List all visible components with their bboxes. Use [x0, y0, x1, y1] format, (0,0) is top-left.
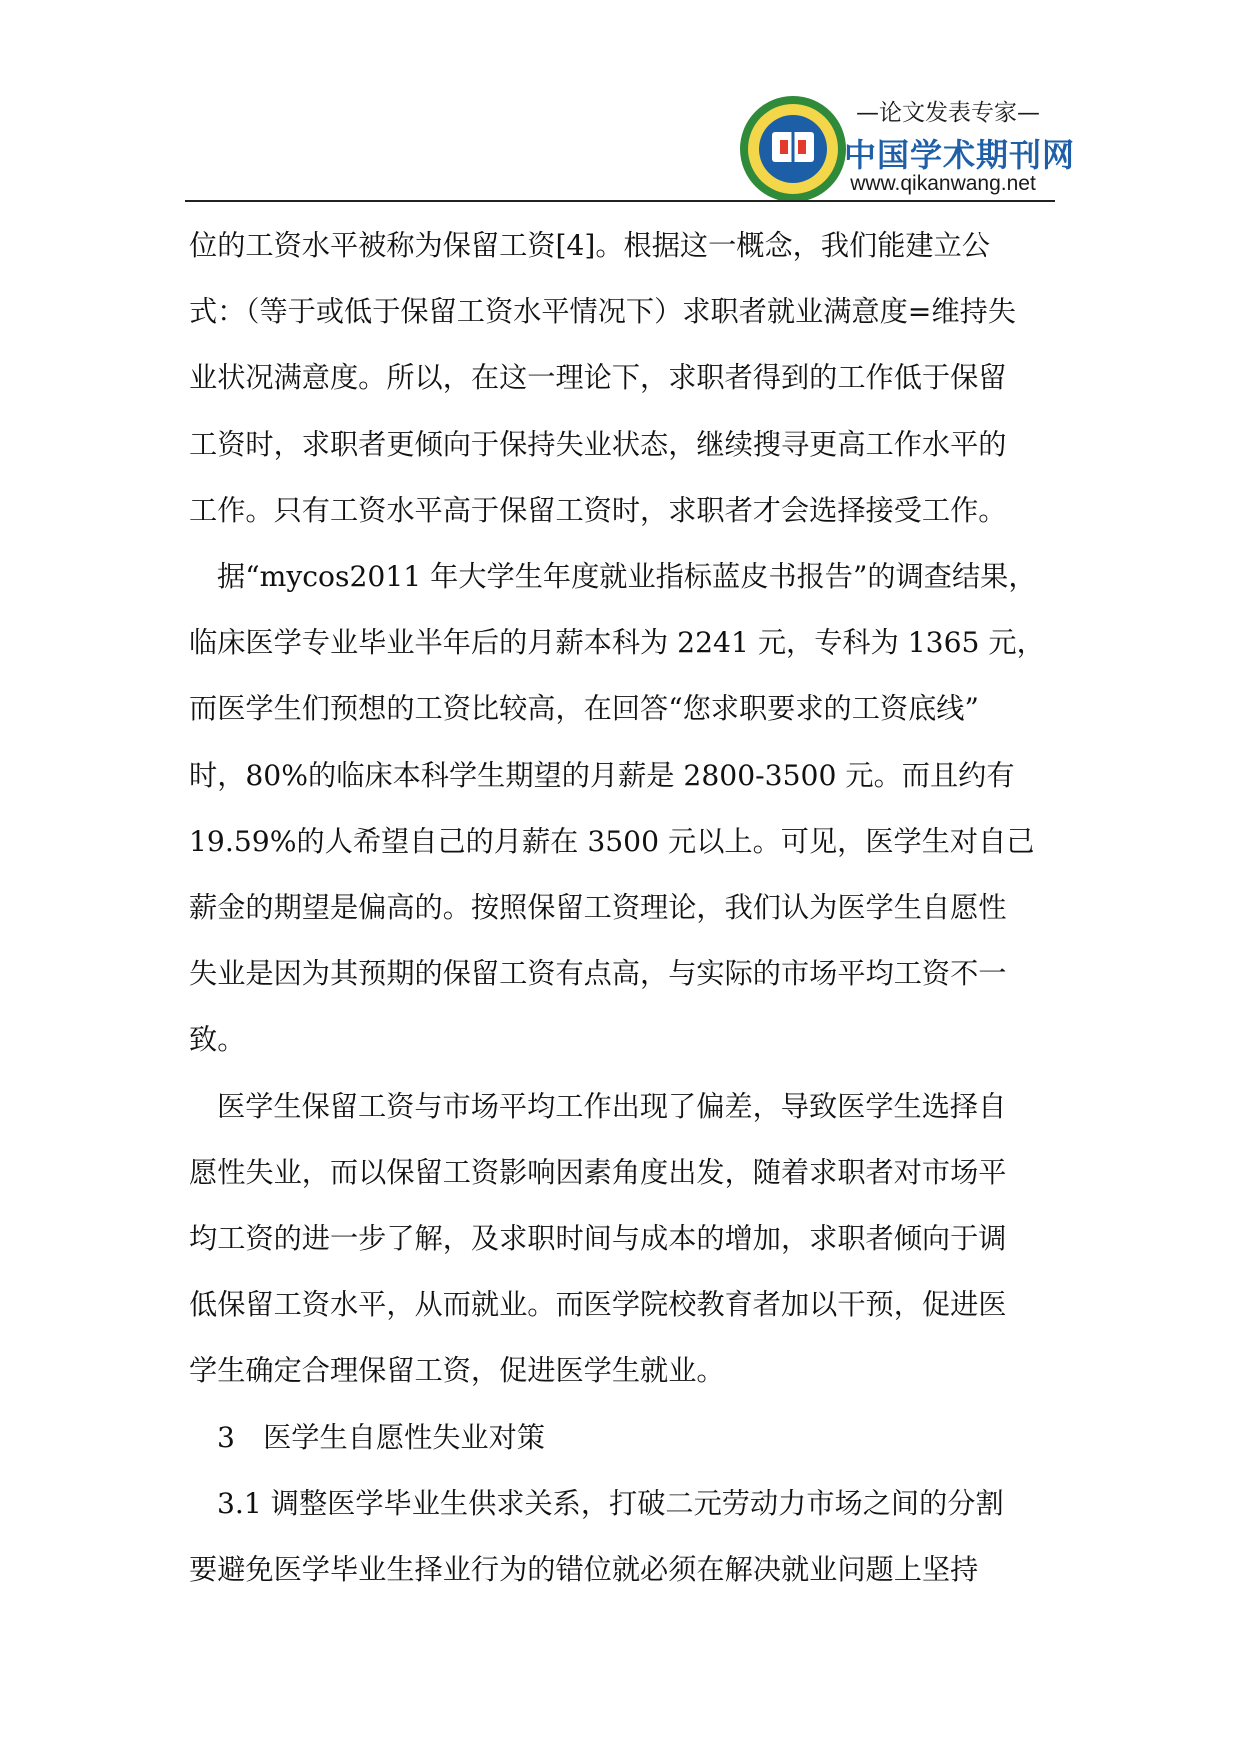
seal-logo-icon	[738, 94, 848, 204]
logo-slogan: —论文发表专家—	[856, 100, 1040, 126]
text-line: 要避免医学毕业生择业行为的错位就必须在解决就业问题上坚持	[189, 1553, 979, 1587]
text-line: 业状况满意度。所以，在这一理论下，求职者得到的工作低于保留	[189, 361, 1007, 395]
text-line: 工作。只有工资水平高于保留工资时，求职者才会选择接受工作。	[189, 493, 1007, 527]
text-line: 位的工资水平被称为保留工资[4]。根据这一概念，我们能建立公	[189, 229, 990, 262]
header-logo	[738, 88, 1076, 200]
section-heading: 3 医学生自愿性失业对策	[217, 1420, 545, 1454]
logo-title: 中国学术期刊网	[844, 136, 1076, 174]
header-rule	[185, 200, 1055, 202]
text-line: 时，80%的临床本科学生期望的月薪是 2800-3500 元。而且约有	[189, 758, 1015, 792]
text-line: 均工资的进一步了解，及求职时间与成本的增加，求职者倾向于调	[189, 1222, 1007, 1256]
logo-url: www.qikanwang.net	[850, 172, 1036, 195]
text-line: 医学生保留工资与市场平均工作出现了偏差，导致医学生选择自	[217, 1089, 1007, 1123]
text-line: 据“mycos2011 年大学生年度就业指标蓝皮书报告”的调查结果，	[217, 560, 1037, 594]
text-line: 工资时，求职者更倾向于保持失业状态，继续搜寻更高工作水平的	[189, 427, 1007, 461]
text-line: 致。	[189, 1023, 246, 1057]
text-line: 式：（等于或低于保留工资水平情况下）求职者就业满意度=维持失	[189, 295, 1016, 329]
subsection-heading: 3.1 调整医学毕业生供求关系，打破二元劳动力市场之间的分割	[217, 1486, 1004, 1520]
text-line: 临床医学专业毕业半年后的月薪本科为 2241 元，专科为 1365 元，	[189, 626, 1045, 660]
body-text	[189, 213, 1045, 1603]
text-line: 而医学生们预想的工资比较高，在回答“您求职要求的工资底线”	[189, 692, 979, 726]
text-line: 低保留工资水平，从而就业。而医学院校教育者加以干预，促进医	[189, 1288, 1007, 1322]
text-line: 19.59%的人希望自己的月薪在 3500 元以上。可见，医学生对自己	[189, 824, 1035, 858]
text-line: 愿性失业，而以保留工资影响因素角度出发，随着求职者对市场平	[189, 1155, 1007, 1189]
text-line: 薪金的期望是偏高的。按照保留工资理论，我们认为医学生自愿性	[189, 891, 1007, 925]
text-line: 失业是因为其预期的保留工资有点高，与实际的市场平均工资不一	[189, 957, 1007, 991]
text-line: 学生确定合理保留工资，促进医学生就业。	[189, 1354, 725, 1388]
